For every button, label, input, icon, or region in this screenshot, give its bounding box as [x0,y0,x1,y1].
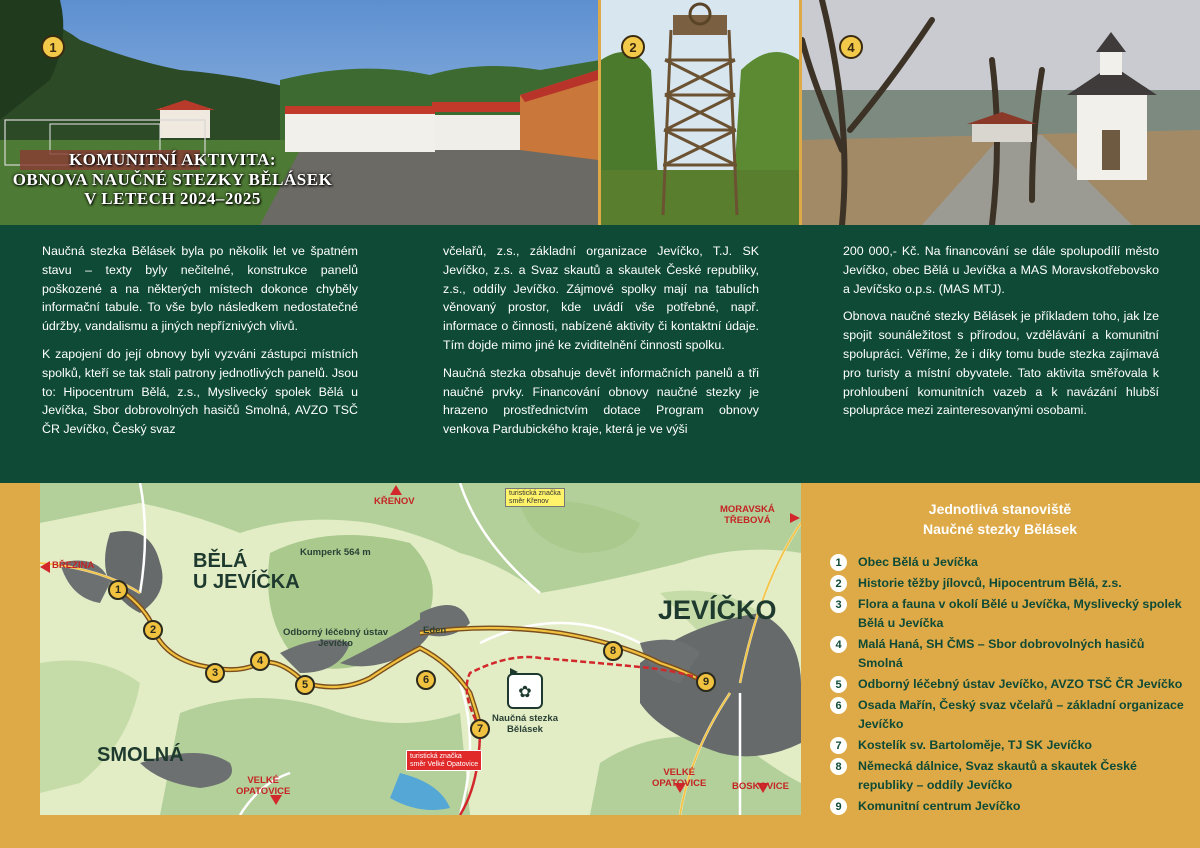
station-item [830,595,1190,633]
station-item [830,574,1190,593]
lecebny-line-2: Jevíčko [318,637,353,649]
station-text: Historie těžby jílovců, Hipocentrum Bělá, z.s. [858,576,1122,590]
station-item [830,553,1190,572]
station-text: Osada Mařín, Český svaz včelařů – základní organizace Jevíčko [858,698,1184,731]
station-text: Malá Haná, SH ČMS – Sbor dobrovolných hasičů Smolná [858,637,1145,670]
map-marker-2: 2 [143,620,163,640]
photo-2-image [601,0,799,225]
title-line-1: KOMUNITNÍ AKTIVITA: [68,150,277,169]
title-line-2: OBNOVA NAUČNÉ STEZKY BĚLÁSEK [12,169,333,189]
velke-1-line-2: OPATOVICE [236,785,291,797]
col2-paragraph-2: Naučná stezka obsahuje devět informačních panelů a tři naučné prvky. Financování obnovy naučné stezky je hrazeno prostřednictvím dotace Program obnovy venkova Pardubického kraje, která je ve výši [443,365,759,437]
map-tag-yellow-krenov [505,488,565,507]
map-direction-krenov: KŘENOV [374,496,415,507]
station-number: 3 [830,596,847,613]
photo-4-image [802,0,1200,225]
station-number: 6 [830,697,847,714]
intro-text-band [0,225,1200,483]
station-item [830,696,1190,734]
station-number: 5 [830,676,847,693]
station-item [830,675,1190,694]
map-label-lecebny-ustav [283,628,388,650]
station-number: 1 [830,554,847,571]
velke-2-line-2: OPATOVICE [652,777,707,789]
station-item [830,736,1190,755]
station-item [830,757,1190,795]
tag-yellow-line-2: směr Křenov [509,497,549,505]
col3-paragraph-1: 200 000,- Kč. Na financování se dále spolupodílí město Jevíčko, obec Bělá u Jevíčka a MAS Moravskotřebovsko a Jevíčsko o.p.s. (MAS MTJ). [843,244,1159,296]
map-direction-brezina: BŘEZINA [52,560,95,571]
station-number: 8 [830,758,847,775]
photo-strip [0,0,1200,225]
station-text: Flora a fauna v okolí Bělé u Jevíčka, Myslivecký spolek Bělá u Jevíčka [858,597,1182,630]
map-label-eden: Eden [423,625,447,636]
map-marker-3: 3 [205,663,225,683]
col1-paragraph-1: Naučná stezka Bělásek byla po několik let ve špatném stavu – texty byly nečitelné, konstrukce panelů poškozené a na některých místech dokonce chyběly informační tabule. To vše bylo následkem nedostatečné údržby, vandalismu a jiných nepříznivých vlivů. [42,244,358,334]
photo-mala-hana-chapel [802,0,1200,225]
map-label-kumperk: Kumperk 564 m [300,547,371,558]
map-marker-9: 9 [696,672,716,692]
photo-badge-2: 2 [621,35,645,59]
velke-1-line-1: VELKÉ [247,775,280,786]
map-marker-7: 7 [470,719,490,739]
map-marker-8: 8 [603,641,623,661]
moravska-line-1: MORAVSKÁ [720,504,775,515]
station-item [830,797,1190,816]
naucna-line-1: Naučná stezka [492,713,559,724]
map-label-bela [193,551,300,593]
map-label-naucna-stezka [492,714,558,736]
text-column-3 [843,242,1159,429]
page-title [0,150,345,209]
title-line-3: V LETECH 2024–2025 [84,189,261,209]
photo-badge-4: 4 [839,35,863,59]
stations-heading-line-2: Naučné stezky Bělásek [922,521,1078,537]
bela-line-2: U JEVÍČKA [193,571,300,593]
col2-paragraph-1: včelařů, z.s., základní organizace Jevíčko, T.J. SK Jevíčko, z.s. a Svaz skautů a skautek České republiky, z.s., oddíly Jevíčko. Zájmové spolky mají na tabulích věnovaný prostor, kde uvádí vše potřebné, např. informace o činnosti, nabízené aktivity či kontaktní údaje. Tím dojde mimo jiné ke zviditelnění činnosti spolku. [443,244,759,352]
text-column-2 [443,242,759,448]
map-direction-boskovice: BOSKOVICE [732,781,790,792]
map-tag-red-velke-opatovice [406,750,482,771]
station-number: 7 [830,737,847,754]
stations-list-panel [830,499,1190,818]
lecebny-line-1: Odborný léčebný ústav [283,627,389,638]
station-text: Komunitní centrum Jevíčko [858,799,1021,813]
map-label-smolna: SMOLNÁ [97,744,184,766]
map-marker-4: 4 [250,651,270,671]
station-number: 2 [830,575,847,592]
tag-red-line-2: směr Velké Opatovice [410,760,479,768]
velke-2-line-1: VELKÉ [663,767,696,778]
col3-paragraph-2: Obnova naučné stezky Bělásek je příkladem toho, jak lze spojit sounáležitost s přírodou, vzdělávání a komunitní spolupráci. Věříme, že i díky tomu bude stezka zajímavá pro turisty a místní obyvatele. Tato aktivita směřovala k prohloubení komunitních vazeb a k navázání hlubší spolupráce mezi zainteresovanými osobami. [843,309,1159,418]
map-label-jevicko: JEVÍČKO [658,595,777,625]
stations-heading [810,499,1190,539]
station-text: Odborný léčebný ústav Jevíčko, AVZO TSČ ČR Jevíčko [858,677,1183,691]
tag-red-line-1: turistická značka [410,753,462,760]
station-text: Německá dálnice, Svaz skautů a skautek České republiky – oddíly Jevíčko [858,759,1137,792]
trail-logo-icon: ✿ [507,673,543,709]
moravska-line-2: TŘEBOVÁ [724,514,771,526]
station-text: Obec Bělá u Jevíčka [858,555,978,569]
station-text: Kostelík sv. Bartoloměje, TJ SK Jevíčko [858,738,1092,752]
map-direction-moravska-trebova [720,505,775,527]
photo-badge-1: 1 [41,35,65,59]
map-marker-6: 6 [416,670,436,690]
map-direction-velke-opatovice-1 [236,776,290,798]
tag-yellow-line-1: turistická značka [509,490,561,497]
station-item [830,635,1190,673]
stations-list [830,553,1190,816]
photo-mining-tower [601,0,799,225]
photo-bela-sports-ground [0,0,598,225]
stations-heading-line-1: Jednotlivá stanoviště [928,501,1072,517]
map-marker-1: 1 [108,580,128,600]
map-marker-5: 5 [295,675,315,695]
col1-paragraph-2: K zapojení do její obnovy byli vyzváni zástupci místních spolků, kteří se tak stali patrony jednotlivých panelů. Jsou to: Hipocentrum Bělá, z.s., Myslivecký spolek Bělá u Jevíčka, Sbor dobrovolných hasičů Smolná, AVZO TSČ ČR Jevíčko, Český svaz [42,346,358,437]
station-number: 4 [830,636,847,653]
station-number: 9 [830,798,847,815]
bela-line-1: BĚLÁ [193,550,248,572]
trail-map [40,483,801,815]
text-column-1 [42,242,358,448]
naucna-line-2: Bělásek [507,723,543,735]
map-direction-velke-opatovice-2 [652,768,706,790]
